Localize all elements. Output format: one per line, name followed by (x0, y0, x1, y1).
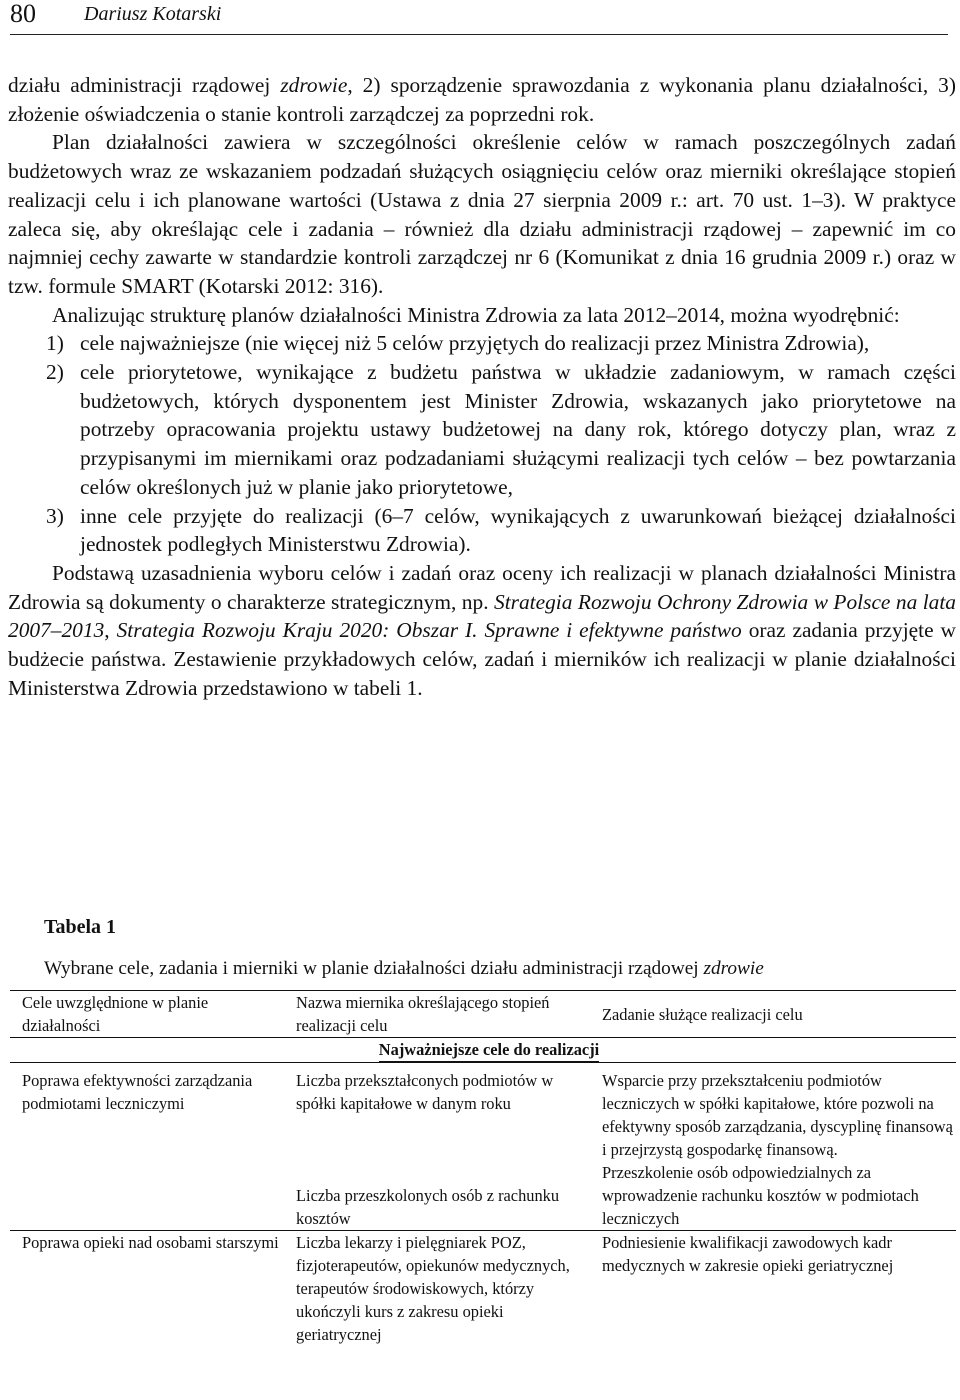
text-run: Podstawą uzasadnienia wyboru celów i zadań oraz oceny ich realizacji w planach działalności Ministra Zdrowia są dokumenty o charakterze strategicznym, np. (8, 560, 956, 614)
text-run: , 2) sporządzenie sprawozdania z wykonania planu działalności, 3) złożenie oświadczenia o stanie kontroli zarządczej za poprzedni rok. (8, 73, 956, 126)
goal-types-list (8, 329, 956, 559)
paragraph-4 (8, 559, 956, 703)
task-cell: Przeszkolenie osób odpowiedzialnych za wprowadzenie rachunku kosztów w podmiotach leczniczych (602, 1162, 919, 1228)
header-measure: Nazwa miernika określającego stopień realizacji celu (284, 991, 590, 1038)
goal-cell: Poprawa opieki nad osobami starszymi (10, 1230, 284, 1346)
section-label: Najważniejsze cele do realizacji (379, 1039, 599, 1062)
header-goals: Cele uwzględnione w planie działalności (10, 991, 284, 1038)
list-item: 3) inne cele przyjęte do realizacji (6–7 celów, wynikających z uwarunkowań bieżącej działalności jednostek podległych Ministerstwu Zdrowia). (46, 503, 956, 557)
table-header-row (10, 991, 956, 1038)
table-label: Tabela 1 (44, 916, 117, 938)
body-text (8, 71, 956, 702)
italic-text: zdrowie (280, 73, 348, 97)
measure-cell: Liczba przeszkolonych osób z rachunku kosztów (296, 1185, 560, 1228)
list-item: 2) cele priorytetowe, wynikające z budżetu państwa w układzie zadaniowym, w ramach części budżetowych, których dysponentem jest Minister Zdrowia, wskazanych jako priorytetowe na potrzeby opracowania projektu ustawy budżetowej na dany rok, którego dotyczy plan, wraz z przypisanymi im miernikami oraz podzadaniami służącymi realizacji tych celów – bez powtarzania celów określonych już w planie jako priorytetowe, (46, 360, 956, 499)
list-item: 1) cele najważniejsze (nie więcej niż 5 celów przyjętych do realizacji przez Ministra Zdrowia), (46, 331, 870, 356)
table-row (10, 1230, 956, 1346)
running-author: Dariusz Kotarski (84, 3, 222, 25)
page-number: 80 (10, 0, 36, 28)
goal-cell: Poprawa efektywności zarządzania podmiotami leczniczymi (22, 1070, 253, 1113)
task-cell: Podniesienie kwalifikacji zawodowych kadr medycznych w zakresie opieki geriatrycznej (590, 1230, 956, 1346)
header-task: Zadanie służące realizacji celu (590, 991, 956, 1038)
task-cell: Wsparcie przy przekształceniu podmiotów leczniczych w spółki kapitałowe, które pozwoli na efektywny sposób zarządzania, dyscyplinę finansową i przejrzystą gospodarkę finansową. (602, 1070, 953, 1159)
header-rule (10, 34, 948, 35)
text-run: działu administracji rządowej (8, 73, 281, 97)
text-run: oraz zadania przyjęte w budżecie państwa. Zestawienie przykładowych celów, zadań i mierników ich realizacji w planie działalności Ministerstwa Zdrowia przedstawiono w tabeli 1. (8, 618, 956, 700)
text-run: Plan działalności zawiera w szczególności określenie celów w ramach poszczególnych zadań budżetowych wraz ze wskazaniem podzadań służących osiągnięciu celów oraz mierniki określające stopień realizacji celu i ich planowane wartości (Ustawa z dnia 27 sierpnia 2009 r.: art. 70 ust. 1–3). W praktyce zaleca się, aby określając cele i zadania – również dla działu administracji rządowej – zapewnić im co najmniej cechy zawarte w standardzie kontroli zarządczej nr 6 (Komunikat z dnia 16 grudnia 2009 r.) oraz w tzw. formule SMART (Kotarski 2012: 316). (8, 130, 956, 298)
paragraph-3 (8, 301, 956, 330)
italic-text: Strategia Rozwoju Kraju 2020: Obszar I. Sprawne i efektywne państwo (116, 618, 742, 643)
measure-cell: Liczba lekarzy i pielęgniarek POZ, fizjoterapeutów, opiekunów medycznych, terapeutów środowiskowych, którzy ukończyli kurs z zakresu opieki geriatrycznej (284, 1230, 590, 1346)
section-row (10, 1038, 956, 1063)
goals-table (10, 990, 956, 1346)
italic-text: Strategia Rozwoju Ochrony Zdrowia w Polsce na lata 2007–2013 (8, 589, 956, 643)
table-caption: Wybrane cele, zadania i mierniki w planie działalności działu administracji rządowej zdrowie (44, 958, 764, 979)
paragraph-2 (8, 128, 956, 300)
text-run: Analizując strukturę planów działalności Ministra Zdrowia za lata 2012–2014, można wyodrębnić: (52, 302, 900, 327)
text-run: , (104, 618, 117, 643)
table-row (10, 1069, 956, 1161)
paragraph-1 (8, 71, 956, 128)
page-header (10, 0, 948, 36)
measure-cell: Liczba przekształconych podmiotów w spółki kapitałowe w danym roku (296, 1070, 554, 1113)
